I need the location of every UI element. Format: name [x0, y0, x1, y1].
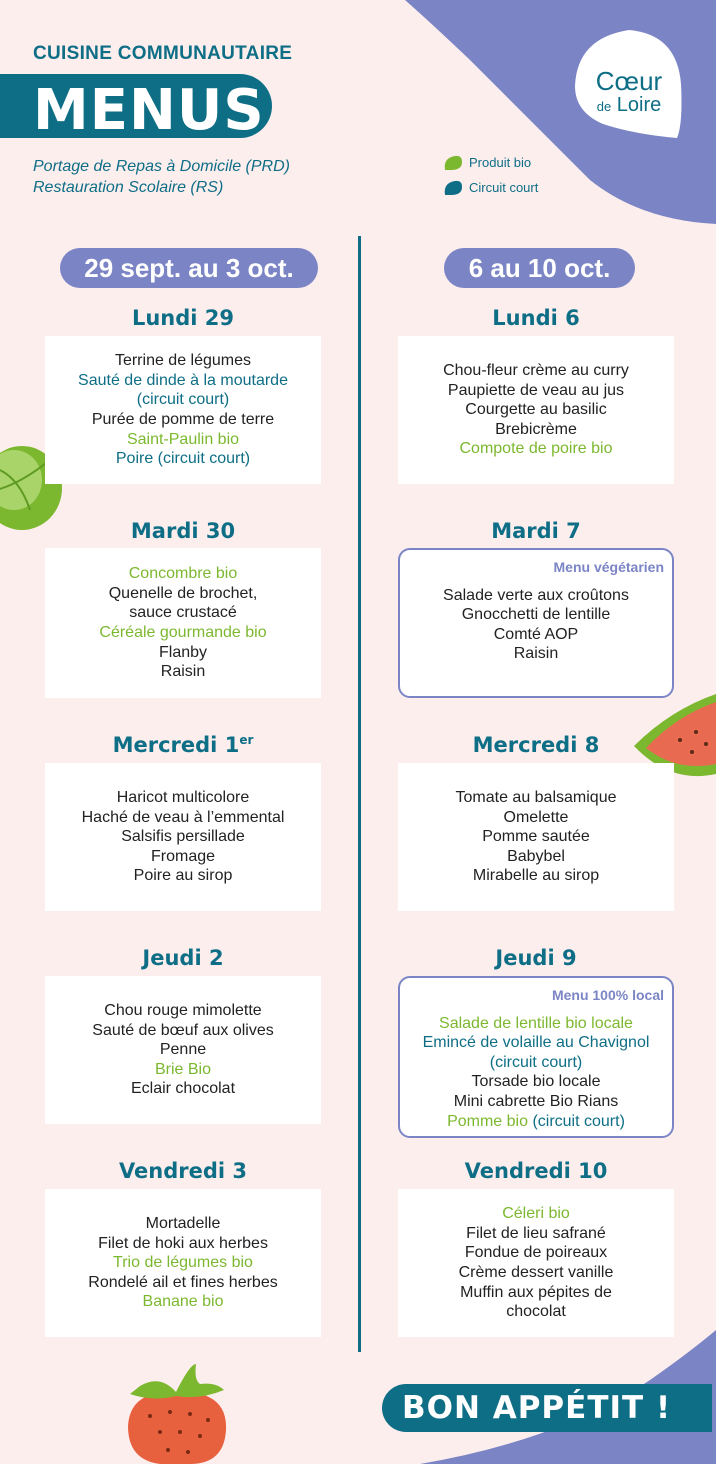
- menu-item: [456, 788, 617, 808]
- menu-item-text: Gnocchetti de lentille: [461, 606, 611, 624]
- menu-item: [116, 449, 250, 469]
- menu-item: [473, 866, 599, 886]
- menu-item-text: Raisin: [160, 663, 206, 681]
- menu-card: [398, 976, 674, 1138]
- menu-item: [109, 584, 258, 604]
- menu-card: [45, 763, 321, 911]
- day-name: Mercredi 1: [112, 733, 240, 757]
- menu-item: [88, 1273, 277, 1293]
- menu-item: [465, 400, 606, 420]
- menu-item-text: Filet de lieu safrané: [466, 1224, 606, 1242]
- menu-item: [104, 1001, 261, 1021]
- legend-label-bio: Produit bio: [469, 155, 532, 170]
- leaf-icon: [443, 154, 463, 172]
- menu-item-text: Sauté de dinde à la moutarde: [78, 371, 288, 389]
- menu-item: [447, 1112, 625, 1132]
- day-name: Vendredi 3: [118, 1159, 248, 1183]
- day-name: Mardi 30: [130, 519, 236, 543]
- menu-item: [472, 1072, 601, 1092]
- menu-item: [494, 625, 578, 645]
- menu-item-text: Flanby: [158, 643, 208, 661]
- menu-item: [129, 603, 237, 623]
- menu-item-text: Chou-fleur crème au curry: [443, 362, 629, 380]
- menu-item: [115, 351, 251, 371]
- menu-item-text: Emincé de volaille au Chavignol: [422, 1034, 650, 1052]
- day-ordinal: er: [239, 733, 254, 747]
- day-title: [45, 306, 321, 330]
- menu-item-text: Raisin: [513, 645, 559, 663]
- menu-item: [504, 808, 569, 828]
- menu-item-text: Muffin aux pépites de: [460, 1283, 612, 1301]
- day-name: Mercredi 8: [472, 733, 600, 757]
- day-title: [45, 733, 321, 757]
- legend: [443, 150, 538, 200]
- menu-item-text: Mirabelle au sirop: [472, 867, 600, 885]
- menu-item: [146, 1214, 221, 1234]
- menu-item-text: Céleri bio: [502, 1205, 570, 1223]
- logo-small-word: de: [596, 99, 612, 114]
- logo-line2: [573, 94, 685, 117]
- menu-card: [398, 548, 674, 698]
- bon-appetit-banner: BON APPÉTIT !: [382, 1384, 712, 1432]
- menu-item: [459, 1263, 614, 1283]
- menu-item: [113, 1253, 253, 1273]
- menu-item-text: Mortadelle: [145, 1215, 221, 1233]
- org-name: CUISINE COMMUNAUTAIRE: [33, 43, 293, 64]
- menu-item-text: Crème dessert vanille: [458, 1264, 614, 1281]
- menu-item: [92, 410, 274, 430]
- menu-item-text: Brebicrème: [495, 420, 577, 438]
- menu-item: [78, 371, 288, 391]
- menu-item: [423, 1033, 650, 1053]
- coeur-de-loire-logo: [573, 28, 685, 140]
- menu-tag: Menu végétarien: [553, 559, 664, 575]
- menu-item-text: Paupiette de veau au jus: [447, 381, 625, 399]
- menu-item-text: Poire au sirop: [133, 867, 233, 885]
- day-name: Jeudi 2: [142, 946, 224, 970]
- week-1-label: 29 sept. au 3 oct.: [60, 248, 318, 288]
- menu-item-text: Céréale gourmande bio: [99, 624, 267, 641]
- menu-card: [45, 1189, 321, 1337]
- menu-card: [398, 1189, 674, 1337]
- menu-item: [159, 643, 207, 663]
- menu-item: [134, 866, 233, 886]
- menu-item-text: Fromage: [150, 847, 216, 865]
- legend-item-circuit-court: [443, 175, 538, 200]
- page-title: MENUS: [33, 78, 265, 143]
- day-title: [398, 519, 674, 543]
- menu-item-text: Tomate au balsamique: [455, 789, 617, 807]
- menu-item: [143, 1292, 224, 1312]
- menu-item-text: chocolat: [506, 1303, 566, 1321]
- menu-item-text: Compote de poire bio: [459, 440, 613, 458]
- menu-tag: Menu 100% local: [551, 987, 664, 1003]
- menu-item-text: Mini cabrette Bio Rians: [453, 1092, 619, 1110]
- menu-item-text: Salade verte aux croûtons: [443, 586, 629, 604]
- menu-items: [443, 586, 629, 664]
- menu-item-text: Pomme bio: [447, 1112, 528, 1130]
- menu-item: [161, 662, 205, 682]
- menu-item: [129, 564, 238, 584]
- menu-item: [502, 1204, 570, 1224]
- menu-item-text: Haché de veau à l’emmental: [81, 808, 285, 826]
- legend-label-circuit-court: Circuit court: [469, 180, 539, 195]
- menu-item-text: Purée de pomme de terre: [91, 411, 275, 428]
- menu-item-text: Filet de hoki aux herbes: [98, 1234, 268, 1252]
- week-2-label: 6 au 10 oct.: [444, 248, 635, 288]
- menu-item: [439, 1014, 633, 1034]
- menu-item: [506, 1302, 566, 1322]
- menu-item-text: Banane bio: [142, 1293, 224, 1311]
- menu-item-text: Chou rouge mimolette: [104, 1002, 262, 1020]
- day-title: [398, 733, 674, 757]
- menu-item-text: Poire (circuit court): [115, 450, 251, 468]
- day-name: Lundi 29: [131, 306, 235, 330]
- menu-item-text: Babybel: [507, 847, 565, 865]
- day-title: [398, 306, 674, 330]
- menu-card: [45, 548, 321, 698]
- day-name: Jeudi 9: [495, 946, 577, 970]
- logo-line1: Cœur: [595, 66, 663, 96]
- menu-item: [514, 644, 558, 664]
- menu-item: [490, 1053, 582, 1073]
- service-rs: Restauration Scolaire (RS): [33, 179, 224, 196]
- menu-card: [45, 336, 321, 484]
- menu-item: [99, 623, 266, 643]
- menu-item-text: Trio de légumes bio: [113, 1254, 253, 1272]
- menu-item: [443, 586, 629, 606]
- menu-item: [482, 827, 590, 847]
- menu-item-text: Omelette: [503, 808, 569, 826]
- menu-item-text: Saint-Paulin bio: [126, 430, 240, 448]
- logo-word: Loire: [616, 94, 662, 116]
- menu-item: [127, 430, 239, 450]
- menu-card: [398, 763, 674, 911]
- menu-item-text: Eclair chocolat: [130, 1080, 236, 1098]
- day-name: Vendredi 10: [464, 1159, 608, 1183]
- day-name: Mardi 7: [491, 519, 581, 543]
- menu-item: [466, 1224, 606, 1244]
- menu-item: [454, 1092, 619, 1112]
- menu-item: [460, 1283, 612, 1303]
- menu-item: [460, 439, 613, 459]
- day-title: [398, 1159, 674, 1183]
- menu-item: [462, 605, 611, 625]
- menu-item-text: Comté AOP: [493, 625, 579, 643]
- menu-item: [443, 361, 629, 381]
- menu-item-text: Haricot multicolore: [116, 789, 250, 807]
- menu-item: [121, 827, 245, 847]
- leaf-icon: [443, 179, 463, 197]
- strawberry-icon: [120, 1360, 232, 1464]
- menu-item-text: Rondelé ail et fines herbes: [88, 1273, 278, 1291]
- menu-item: [465, 1243, 607, 1263]
- menu-item-text: Penne: [159, 1041, 207, 1059]
- menu-item-text: Quenelle de brochet,: [108, 584, 258, 602]
- menu-card: [398, 336, 674, 484]
- menus-banner: [0, 74, 272, 143]
- day-name: Lundi 6: [492, 306, 580, 330]
- menu-item-text: Terrine de légumes: [114, 352, 252, 370]
- menu-item: [495, 420, 577, 440]
- menu-item: [507, 847, 565, 867]
- menu-item: [151, 847, 215, 867]
- menu-item-text: Pomme sautée: [482, 828, 590, 846]
- menu-item-text: Torsade bio locale: [471, 1073, 601, 1091]
- menu-item: [92, 1021, 273, 1041]
- menu-item-text: Courgette au basilic: [465, 401, 607, 419]
- menu-item: [155, 1060, 211, 1080]
- service-prd: Portage de Repas à Domicile (PRD): [33, 158, 290, 175]
- day-title: [45, 519, 321, 543]
- menu-item-text: Fondue de poireaux: [464, 1244, 608, 1262]
- menu-item-text: Concombre bio: [128, 565, 238, 583]
- day-title: [398, 946, 674, 970]
- day-title: [45, 946, 321, 970]
- menu-item: [160, 1040, 206, 1060]
- menu-item-text: (circuit court): [489, 1053, 583, 1071]
- menu-item-suffix: (circuit court): [528, 1112, 625, 1130]
- services-list: [33, 156, 290, 198]
- menu-items: [423, 1014, 650, 1132]
- menu-item: [98, 1234, 268, 1254]
- day-title: [45, 1159, 321, 1183]
- menu-item: [131, 1079, 235, 1099]
- menu-card: [45, 976, 321, 1124]
- legend-item-bio: [443, 150, 538, 175]
- menu-item: [117, 788, 249, 808]
- column-divider: [358, 236, 361, 1352]
- menu-item-text: Salsifis persillade: [121, 828, 245, 846]
- menu-item: [137, 390, 229, 410]
- menu-item: [82, 808, 285, 828]
- menu-item-text: sauce crustacé: [129, 604, 237, 622]
- menu-item-text: Brie Bio: [154, 1060, 212, 1078]
- menu-item-text: (circuit court): [136, 391, 230, 409]
- menu-item-text: Salade de lentille bio locale: [439, 1014, 633, 1032]
- menu-item: [448, 381, 624, 401]
- menu-item-text: Sauté de bœuf aux olives: [92, 1021, 274, 1039]
